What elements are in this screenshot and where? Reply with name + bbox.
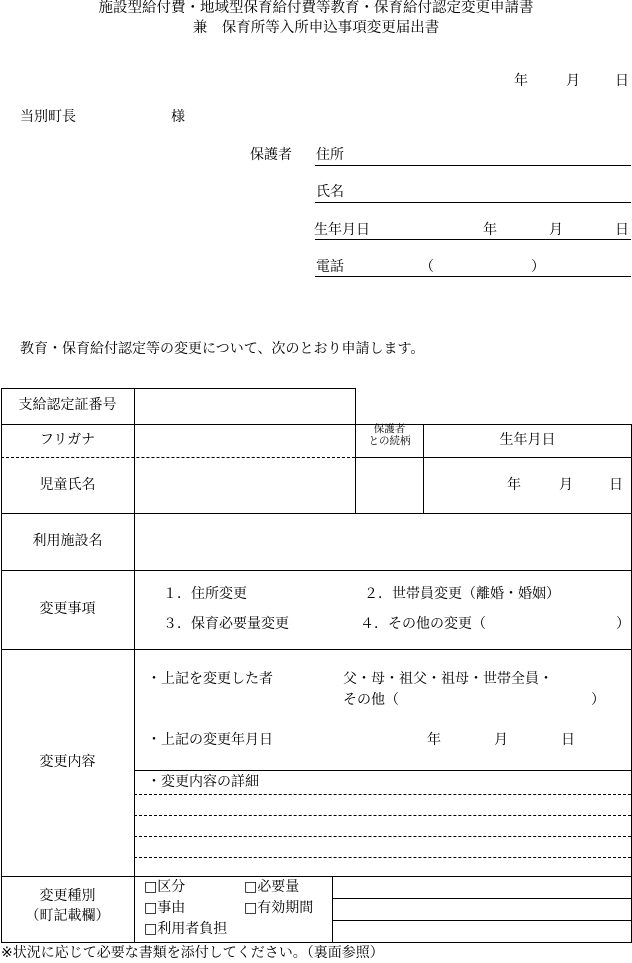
change-item-address[interactable]: １．住所変更 — [163, 586, 247, 602]
changer-other[interactable]: その他（ — [343, 692, 399, 708]
guardian-birth-year: 年 — [483, 222, 497, 238]
child-birth-month: 月 — [559, 477, 573, 493]
child-name-label: 児童氏名 — [39, 477, 96, 493]
changer-other-close: ） — [591, 692, 605, 708]
child-birth-day: 日 — [609, 477, 623, 493]
date-day-label: 日 — [615, 73, 629, 89]
change-items-label: 変更事項 — [39, 601, 96, 617]
change-date-month: 月 — [494, 732, 508, 748]
change-type-sublabel: （町記載欄） — [25, 908, 110, 924]
change-type-label: 変更種別 — [39, 888, 96, 904]
change-type-amount[interactable]: □必要量 — [244, 879, 300, 895]
child-birth-label: 生年月日 — [499, 432, 556, 448]
guardian-name-field[interactable] — [315, 202, 631, 203]
guardian-name-label: 氏名 — [316, 184, 344, 200]
cert-number-field[interactable] — [135, 389, 354, 423]
addressee: 当別町長 — [20, 109, 76, 125]
furigana-field[interactable] — [135, 425, 354, 456]
guardian-phone-open: （ — [420, 259, 434, 275]
child-name-field[interactable] — [135, 458, 354, 512]
change-type-reason[interactable]: □事由 — [144, 900, 186, 916]
changer-options[interactable]: 父・母・祖父・祖母・世帯全員・ — [343, 671, 553, 687]
change-type-category[interactable]: □区分 — [144, 879, 186, 895]
guardian-phone-label: 電話 — [316, 259, 344, 275]
detail-label: ・変更内容の詳細 — [147, 774, 259, 790]
date-month-label: 月 — [566, 73, 580, 89]
guardian-label: 保護者 — [250, 147, 292, 163]
footnote: ※状況に応じて必要な書類を添付してください。（裏面参照） — [1, 945, 384, 961]
detail-field[interactable] — [135, 795, 631, 875]
intro-text: 教育・保育給付認定等の変更について、次のとおり申請します。 — [20, 341, 425, 357]
change-type-user-burden[interactable]: □利用者負担 — [144, 921, 228, 937]
change-date-year: 年 — [427, 732, 441, 748]
changer-label: ・上記を変更した者 — [147, 671, 273, 687]
guardian-phone-field[interactable] — [315, 276, 631, 277]
change-item-other[interactable]: ４．その他の変更（ — [360, 616, 486, 632]
relation-field[interactable] — [356, 458, 422, 512]
change-type-validity[interactable]: □有効期間 — [244, 900, 314, 916]
guardian-address-field[interactable] — [315, 165, 631, 166]
guardian-birth-field[interactable] — [315, 239, 631, 240]
guardian-birth-label: 生年月日 — [314, 222, 370, 238]
guardian-birth-day: 日 — [615, 222, 629, 238]
change-content-label: 変更内容 — [39, 754, 96, 770]
form-title-line2: 兼 保育所等入所申込事項変更届出書 — [192, 20, 440, 36]
cert-number-label: 支給認定証番号 — [18, 397, 117, 413]
date-year-label: 年 — [514, 73, 528, 89]
furigana-label: フリガナ — [39, 432, 96, 448]
change-item-childcare-amount[interactable]: ３．保育必要量変更 — [163, 616, 289, 632]
addressee-honorific: 様 — [171, 109, 185, 125]
facility-field[interactable] — [135, 514, 631, 569]
guardian-phone-close: ） — [531, 259, 545, 275]
guardian-birth-month: 月 — [549, 222, 563, 238]
change-date-label: ・上記の変更年月日 — [147, 732, 273, 748]
form-title-line1: 施設型給付費・地域型保育給付費等教育・保育給付認定変更申請書 — [98, 0, 534, 16]
guardian-address-label: 住所 — [316, 147, 344, 163]
relation-label: 保護者 との続柄 — [368, 423, 411, 447]
facility-label: 利用施設名 — [32, 533, 103, 549]
child-birth-year: 年 — [507, 477, 521, 493]
change-date-day: 日 — [561, 732, 575, 748]
change-item-other-close: ） — [616, 616, 630, 632]
change-item-household[interactable]: ２．世帯員変更（離婚・婚姻） — [364, 586, 560, 602]
